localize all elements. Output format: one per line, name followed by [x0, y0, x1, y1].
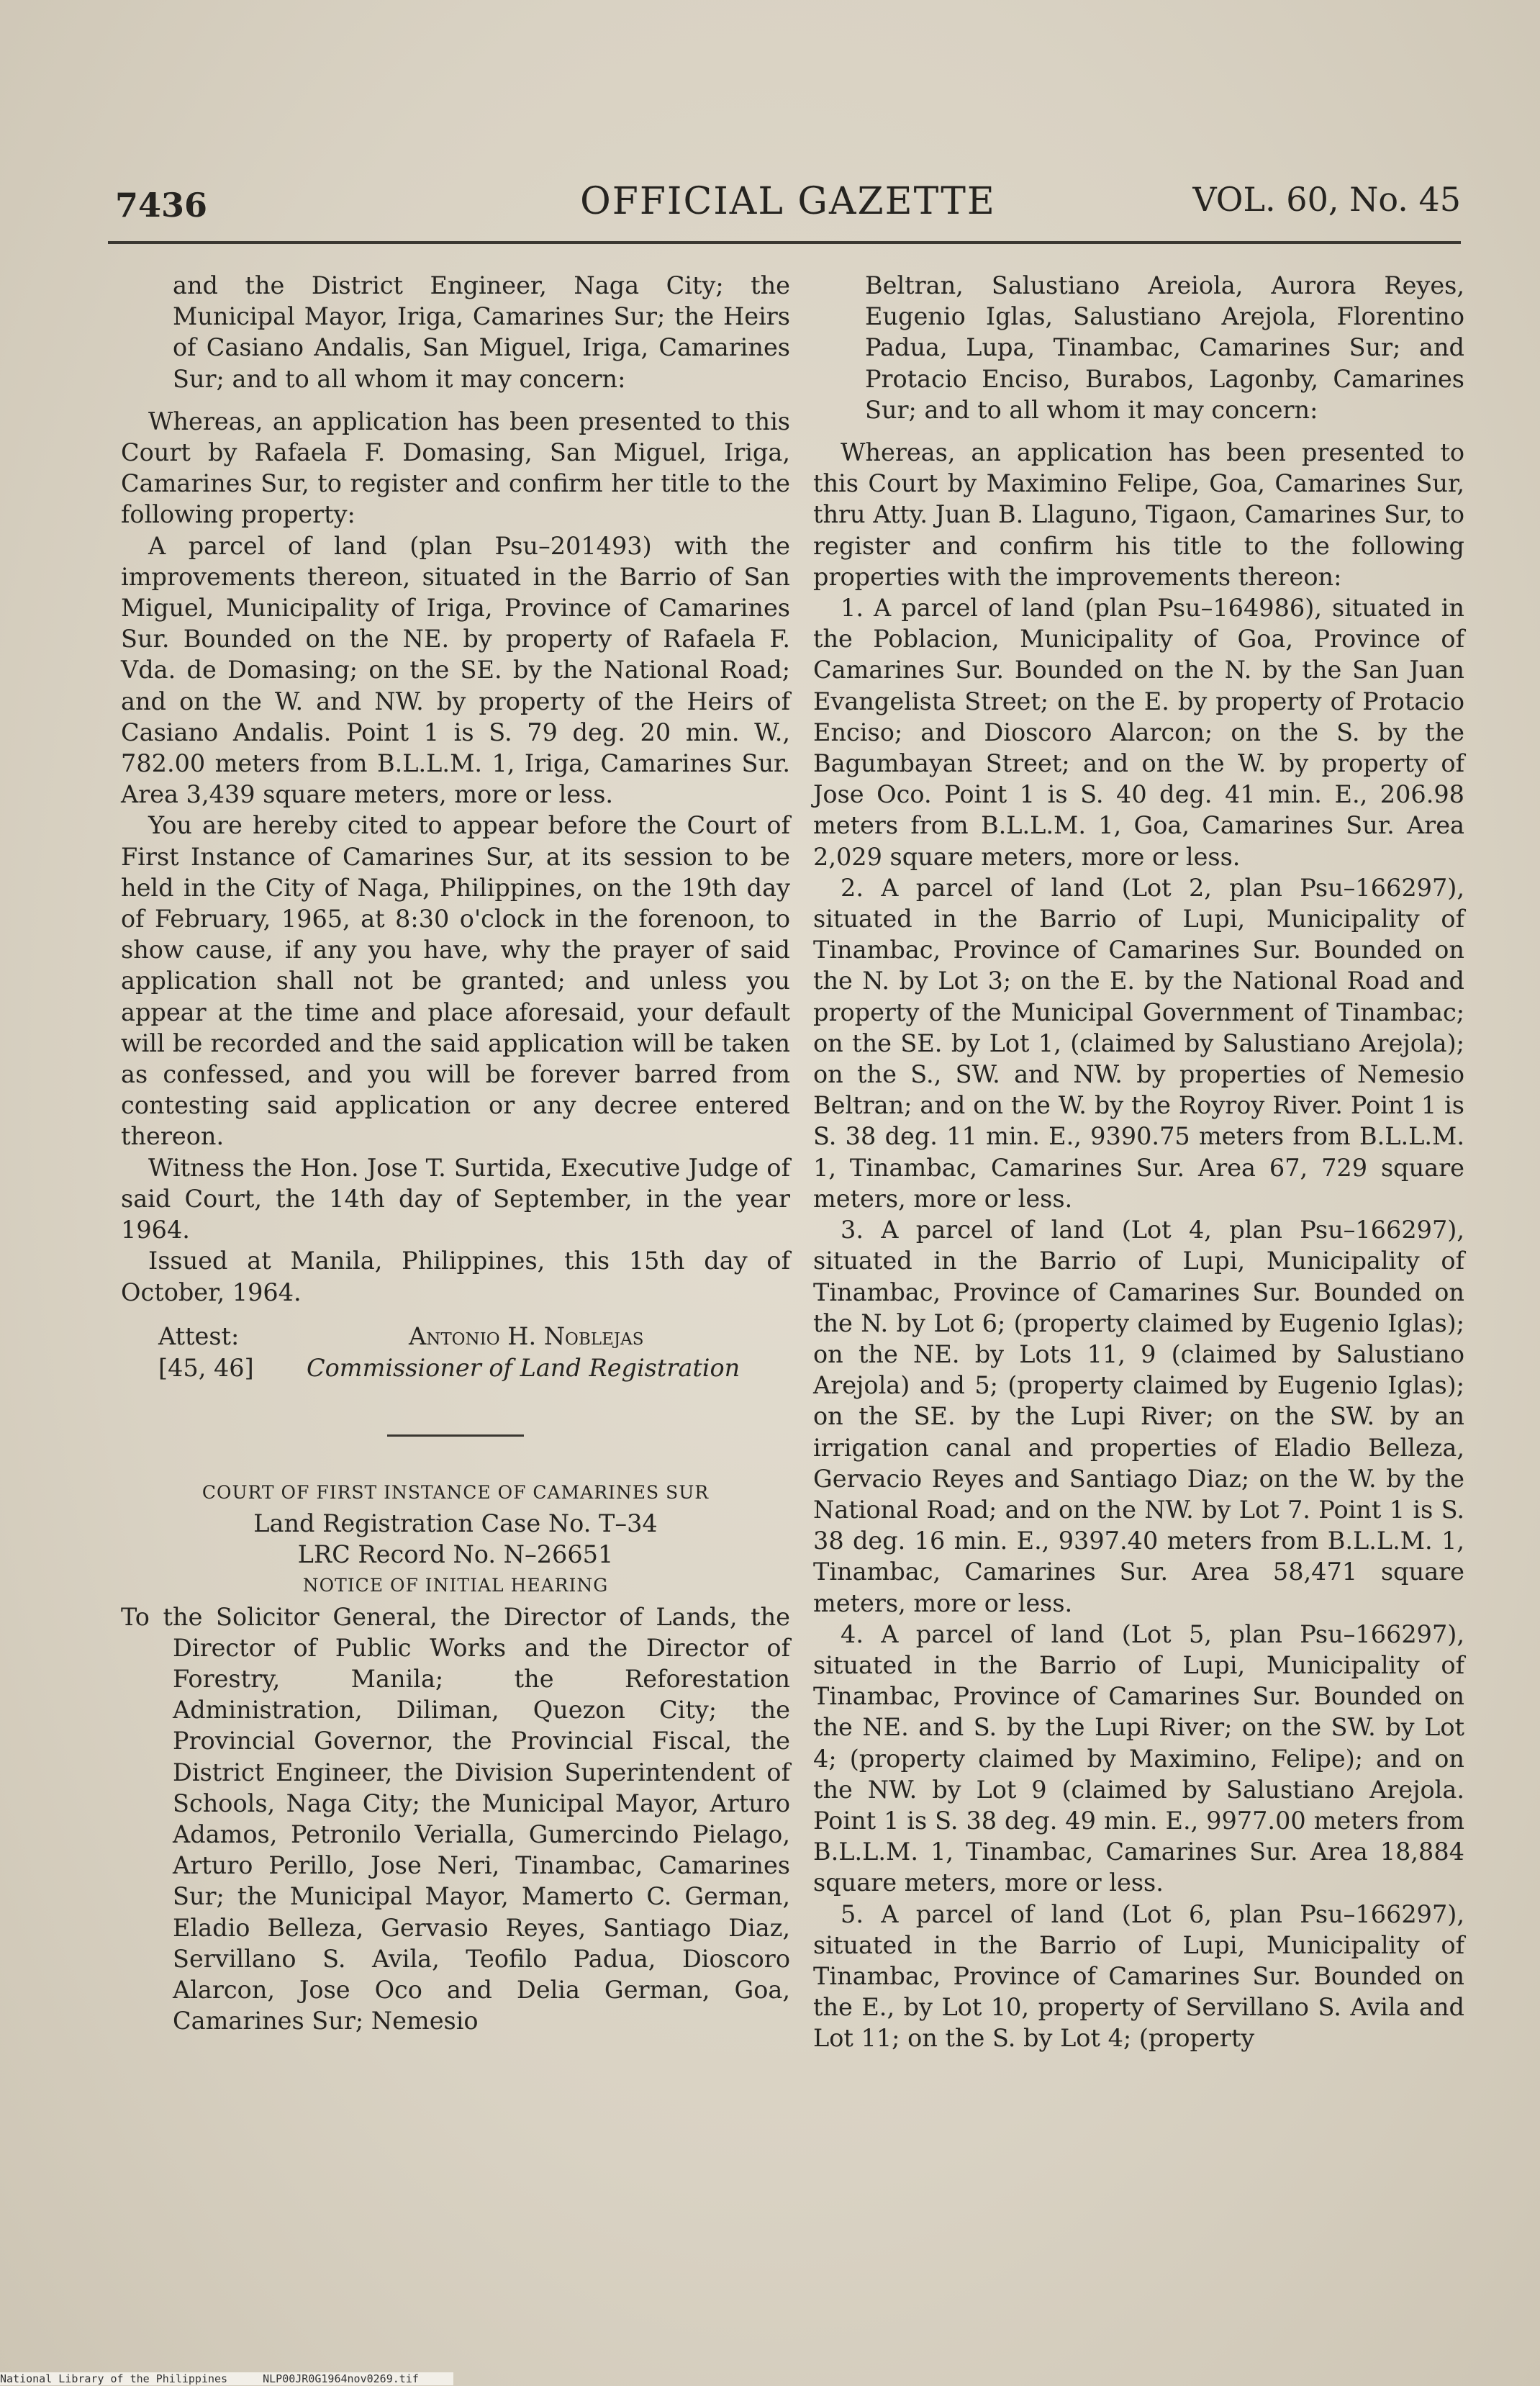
issued-paragraph: Issued at Manila, Philippines, this 15th day of October, 1964.: [121, 1247, 790, 1306]
attest-reference: [45, 46]: [158, 1353, 254, 1382]
addressee-continuation-right: Beltran, Salustiano Areiola, Aurora Reyes, Eugenio Iglas, Salustiano Arejola, Florentino Padua, Lupa, Tinambac, Camarines Sur; and Protacio Enciso, Burabos, Lagonby, Camarines Sur; and to all whom it may concern:: [865, 271, 1464, 424]
signatory-name: Antonio H. Noblejas: [409, 1321, 644, 1350]
attest-label: Attest:: [158, 1321, 240, 1350]
court-heading: COURT OF FIRST INSTANCE OF CAMARINES SUR: [201, 1481, 710, 1503]
parcel-4: 4. A parcel of land (Lot 5, plan Psu–166297), situated in the Barrio of Lupi, Municipality of Tinambac, Province of Camarines Sur. Bounded on the NE. and S. by the Lupi River; on the SW. by Lot 4; (property claimed by Maximino, Felipe); and on the NW. by Lot 9 (claimed by Salustiano Arejola. Point 1 is S. 38 deg. 49 min. E., 9977.00 meters from B.L.L.M. 1, Tinambac, Camarines Sur. Area 18,884 square meters, more or less.: [813, 1619, 1464, 1897]
left-column: [121, 270, 790, 2036]
library-credit: National Library of the Philippines: [0, 2372, 228, 2385]
witness-paragraph: Witness the Hon. Jose T. Surtida, Executive Judge of said Court, the 14th day of September, in the year 1964.: [121, 1153, 790, 1244]
parcel-3: 3. A parcel of land (Lot 4, plan Psu–166297), situated in the Barrio of Lupi, Municipality of Tinambac, Province of Camarines Sur. Bounded on the N. by Lot 6; (property claimed by Eugenio Iglas); on the NE. by Lots 11, 9 (claimed by Salustiano Arejola) and 5; (property claimed by Eugenio Iglas); on the SE. by the Lupi River; on the SW. by an irrigation canal and properties of Eladio Belleza, Gervacio Reyes and Santiago Diaz; on the W. by the National Road; and on the NW. by Lot 7. Point 1 is S. 38 deg. 16 min. E., 9397.40 meters from B.L.L.M. 1, Tinambac, Camarines Sur. Area 58,471 square meters, more or less.: [813, 1216, 1464, 1617]
record-number: LRC Record No. N–26651: [297, 1540, 614, 1569]
scan-filename: NLP00JR0G1964nov0269.tif: [263, 2372, 419, 2385]
publication-title: OFFICIAL GAZETTE: [580, 180, 996, 223]
addressee-list: To the Solicitor General, the Director of Lands, the Director of Public Works and the Director of Forestry, Manila; the Reforestation Administration, Diliman, Quezon City; the Provincial Governor, the Provincial Fiscal, the District Engineer, the Division Superintendent of Schools, Naga City; the Municipal Mayor, Arturo Adamos, Petronilo Verialla, Gumercindo Pielago, Arturo Perillo, Jose Neri, Tinambac, Camarines Sur; the Municipal Mayor, Mamerto C. German, Eladio Belleza, Gervasio Reyes, Santiago Diaz, Servillano S. Avila, Teofilo Padua, Dioscoro Alarcon, Jose Oco and Delia German, Goa, Camarines Sur; Nemesio: [121, 1602, 790, 2035]
scan-footer: [0, 2372, 453, 2385]
parcel-5: 5. A parcel of land (Lot 6, plan Psu–166297), situated in the Barrio of Lupi, Municipality of Tinambac, Province of Camarines Sur. Bounded on the E., by Lot 10, property of Servillano S. Avila and Lot 11; on the S. by Lot 4; (property: [813, 1899, 1464, 2053]
right-column: [813, 270, 1464, 2054]
page-header: [115, 180, 1461, 230]
parcel-1: 1. A parcel of land (plan Psu–164986), situated in the Poblacion, Municipality of Goa, Province of Camarines Sur. Bounded on the N. by the San Juan Evangelista Street; on the E. by property of Protacio Enciso; and Dioscoro Alarcon; on the S. by the Bagumbayan Street; and on the W. by property of Jose Oco. Point 1 is S. 40 deg. 41 min. E., 206.98 meters from B.L.L.M. 1, Goa, Camarines Sur. Area 2,029 square meters, more or less.: [813, 594, 1464, 871]
addressee-continuation: and the District Engineer, Naga City; the Municipal Mayor, Iriga, Camarines Sur; the Heirs of Casiano Andalis, San Miguel, Iriga, Camarines Sur; and to all whom it may concern:: [173, 271, 790, 393]
citation-paragraph: You are hereby cited to appear before the Court of First Instance of Camarines Sur, at its session to be held in the City of Naga, Philippines, on the 19th day of February, 1965, at 8:30 o'clock in the forenoon, to show cause, if any you have, why the prayer of said application shall not be granted; and unless you appear at the time and place aforesaid, your default will be recorded and the said application will be taken as confessed, and you will be forever barred from contesting said application or any decree entered thereon.: [121, 811, 790, 1151]
volume-number: VOL. 60, No. 45: [1192, 180, 1461, 219]
parcel-2: 2. A parcel of land (Lot 2, plan Psu–166297), situated in the Barrio of Lupi, Municipality of Tinambac, Province of Camarines Sur. Bounded on the N. by Lot 3; on the E. by the National Road and property of the Municipal Government of Tinambac; on the SE. by Lot 1, (claimed by Salustiano Arejola); on the S., SW. and NW. by properties of Nemesio Beltran; and on the W. by the Royroy River. Point 1 is S. 38 deg. 11 min. E., 9390.75 meters from B.L.L.M. 1, Tinambac, Camarines Sur. Area 67, 729 square meters, more or less.: [813, 873, 1464, 1213]
attestation-block: [121, 1321, 790, 1386]
parcel-description: A parcel of land (plan Psu–201493) with the improvements thereon, situated in the Barrio of San Miguel, Municipality of Iriga, Province of Camarines Sur. Bounded on the NE. by property of Rafaela F. Vda. de Domasing; on the SE. by the National Road; and on the W. and NW. by property of the Heirs of Casiano Andalis. Point 1 is S. 79 deg. 20 min. W., 782.00 meters from B.L.L.M. 1, Iriga, Camarines Sur. Area 3,439 square meters, more or less.: [121, 531, 790, 809]
whereas-paragraph-right: Whereas, an application has been presented to this Court by Maximino Felipe, Goa, Camarines Sur, thru Atty. Juan B. Llaguno, Tigaon, Camarines Sur, to register and confirm his title to the following properties with the improvements thereon:: [813, 438, 1464, 591]
signatory-title: Commissioner of Land Registration: [307, 1353, 740, 1382]
notice-heading: NOTICE OF INITIAL HEARING: [302, 1575, 609, 1596]
section-divider: [387, 1434, 524, 1437]
header-rule: [108, 241, 1461, 244]
whereas-paragraph: Whereas, an application has been presented to this Court by Rafaela F. Domasing, San Miguel, Iriga, Camarines Sur, to register and confirm her title to the following property:: [121, 407, 790, 529]
page-number: 7436: [115, 186, 208, 225]
case-number: Land Registration Case No. T–34: [253, 1509, 658, 1537]
